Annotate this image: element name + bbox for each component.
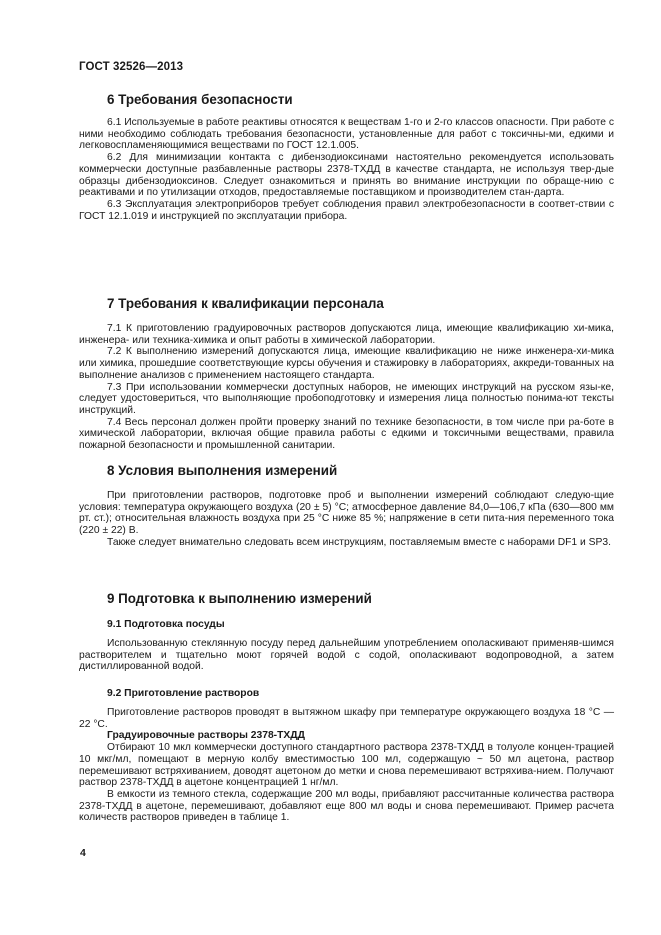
section-8-body [79, 490, 614, 549]
paragraph-9-2-dilution: В емкости из темного стекла, содержащие 200 мл воды, прибавляют рассчитанные количества раствора 2378-ТХДД в ацетоне, перемешивают, добавляют еще 800 мл воды и снова перемешивают. Пример расчета количеств растворов приведен в таблице 1. [79, 788, 614, 824]
section-6-body [79, 117, 614, 222]
paragraph-7-2: 7.2 К выполнению измерений допускаются лица, имеющие квалификацию не ниже инженера-хи-мика или химика, прошедшие соответствующие курсы обучения и стажировку в лабораториях, аккреди-тованных на выполнение анализов с применением настоящего стандарта. [79, 346, 614, 381]
paragraph-7-3: 7.3 При использовании коммерчески доступных наборов, не имеющих инструкций на русском язы-ке, следует удостовериться, что выполняющие пробоподготовку и измерения лица полностью понима-ют тексты инструкций. [79, 381, 614, 416]
subsection-9-2-heading: 9.2 Приготовление растворов [107, 688, 260, 699]
section-6-heading: 6 Требования безопасности [107, 92, 293, 107]
paragraph-6-1: 6.1 Используемые в работе реактивы относятся к веществам 1-го и 2-го классов опасности. При работе с ними необходимо соблюдать требования безопасности, установленные для работ с токсичны-ми, едкими и легковоспламеняющимися веществами по ГОСТ 12.1.005. [79, 117, 614, 152]
section-7-body [79, 323, 614, 452]
subsection-9-1-heading: 9.1 Подготовка посуды [107, 619, 225, 630]
section-7-heading: 7 Требования к квалификации персонала [107, 296, 384, 311]
page-number: 4 [80, 847, 86, 859]
calibration-solutions-heading: Градуировочные растворы 2378-ТХДД [107, 730, 305, 742]
paragraph-6-2: 6.2 Для минимизации контакта с дибензодиоксинами настоятельно рекомендуется использовать коммерчески доступные разбавленные растворы 2378-ТХДД в качестве стандарта, не используя твер-дые образцы дибензодиоксинов. Следует ознакомиться и принять во внимание инструкции по обраще-нию с реактивами и по утилизации отходов, предоставляемые поставщиком и производителем стан-дарта. [79, 152, 614, 199]
paragraph-7-4: 7.4 Весь персонал должен пройти проверку знаний по технике безопасности, в том числе при ра-боте в химической лаборатории, включая общие правила работы с едкими и токсичными веществами, правила пожарной безопасности и промышленной санитарии. [79, 416, 614, 452]
paragraph-6-3: 6.3 Эксплуатация электроприборов требует соблюдения правил электробезопасности в соответ-ствии с ГОСТ 12.1.019 и инструкцией по эксплуатации прибора. [79, 198, 614, 222]
document-header: ГОСТ 32526—2013 [79, 61, 184, 73]
paragraph-8-instructions: Также следует внимательно следовать всем инструкциям, поставляемым вместе с наборами DF1 и SP3. [107, 536, 611, 548]
paragraph-9-2-stock-solution: Отбирают 10 мкл коммерчески доступного стандартного раствора 2378-ТХДД в толуоле концен-трацией 10 мкг/мл, помещают в мерную колбу вместимостью 100 мл, содержащую ~ 50 мл ацетона, раствор перемешивают встряхиванием, доводят ацетоном до метки и снова перемешивают встряхива-нием. Получают раствор 2378-ТХДД в ацетоне концентрацией 1 нг/мл. [79, 742, 614, 789]
paragraph-9-2-intro: Приготовление растворов проводят в вытяжном шкафу при температуре окружающего воздуха 18 °С — 22 °С. [79, 707, 614, 730]
section-9-heading: 9 Подготовка к выполнению измерений [107, 591, 372, 606]
subsection-9-1-body [79, 638, 614, 673]
subsection-9-2-body [79, 707, 614, 824]
paragraph-9-1: Использованную стеклянную посуду перед дальнейшим употреблением ополаскивают применяв-шимся растворителем и тщательно моют горячей водой с содой, ополаскивают водопроводной, а затем дистиллированной водой. [79, 638, 614, 673]
paragraph-7-1: 7.1 К приготовлению градуировочных растворов допускаются лица, имеющие квалификацию хи-мика, инженера- или техника-химика и опыт работы в химической лаборатории. [79, 323, 614, 346]
paragraph-8-conditions: При приготовлении растворов, подготовке проб и выполнении измерений соблюдают следую-щие условия: температура окружающего воздуха (20 ± 5) °С; атмосферное давление 84,0—106,7 кПа (630—800 мм рт. ст.); относительная влажность воздуха при 25 °С ниже 85 %; напряжение в сети пита-ния переменного тока (220 ± 22) В. [79, 490, 614, 537]
section-8-heading: 8 Условия выполнения измерений [107, 463, 338, 478]
